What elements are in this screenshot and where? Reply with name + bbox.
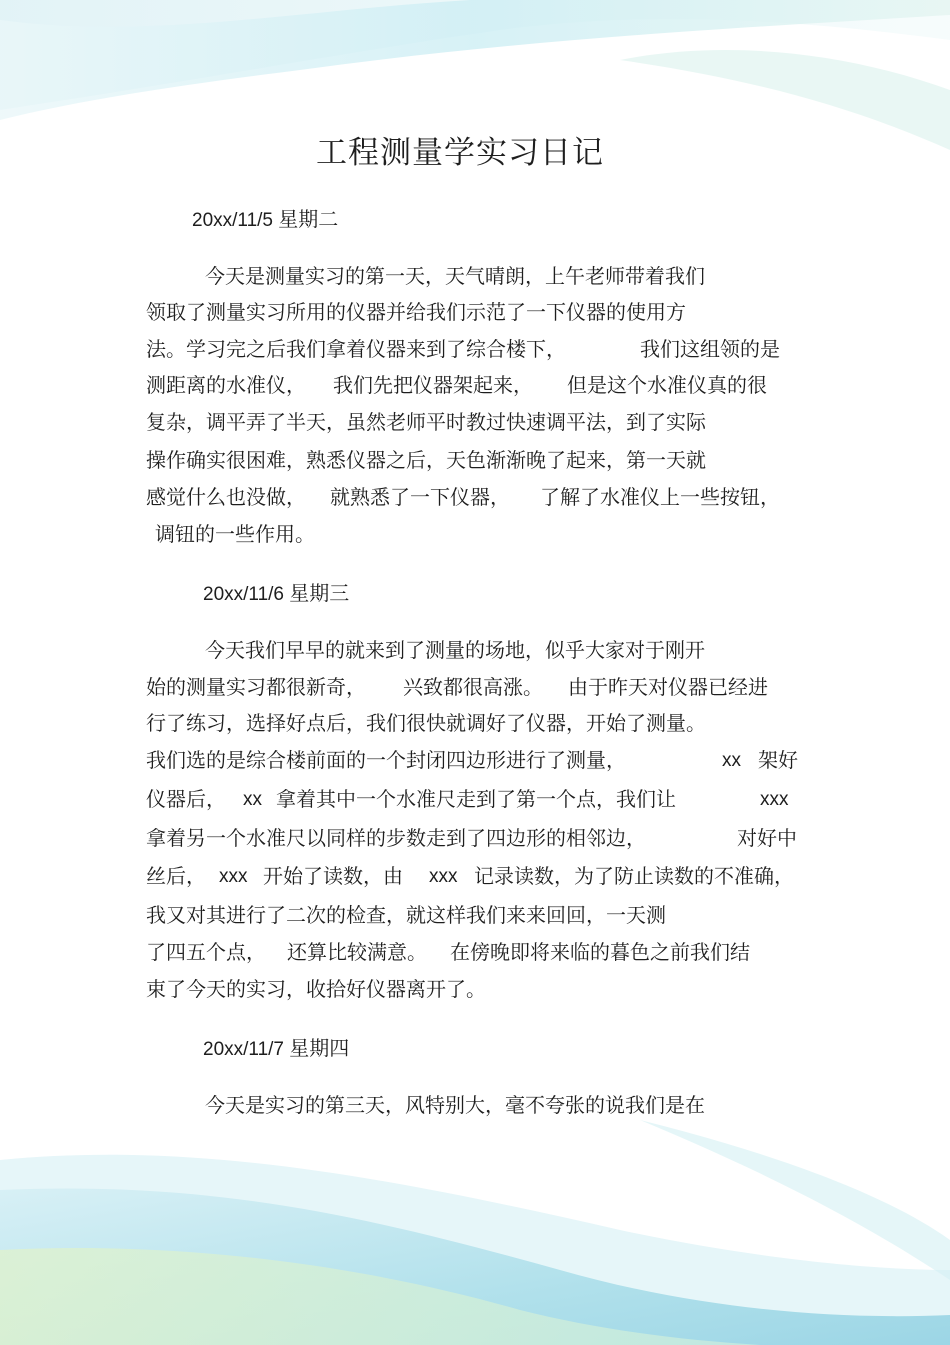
- paragraph-line: 操作确实很困难，熟悉仪器之后，天色渐渐晚了起来，第一天就: [146, 448, 706, 472]
- paragraph-line: 我们这组领的是: [640, 337, 780, 361]
- paragraph-line: 在傍晚即将来临的暮色之前我们结: [450, 940, 750, 964]
- paragraph-line: 我们先把仪器架起来，: [333, 373, 533, 397]
- entry-date-value: 20xx/11/6: [203, 584, 284, 605]
- paragraph-line: 兴致都很高涨。: [403, 675, 543, 699]
- document-title: 工程测量学实习日记: [316, 135, 604, 171]
- paragraph-line: 对好中: [737, 826, 797, 850]
- entry-weekday: 星期三: [289, 581, 350, 605]
- entry-date: [203, 580, 349, 608]
- paragraph-line: 拿着其中一个水准尺走到了第一个点，我们让: [276, 787, 676, 811]
- paragraph-line: 我们选的是综合楼前面的一个封闭四边形进行了测量，: [146, 748, 626, 772]
- paragraph-line: 由于昨天对仪器已经进: [568, 675, 768, 699]
- entry-date: [203, 1035, 349, 1063]
- entry-date-value: 20xx/11/5: [192, 210, 273, 231]
- paragraph-line: 但是这个水准仪真的很: [567, 373, 767, 397]
- paragraph-line: 行了练习，选择好点后，我们很快就调好了仪器，开始了测量。: [146, 711, 706, 735]
- paragraph-line: 复杂，调平弄了半天，虽然老师平时教过快速调平法，到了实际: [146, 410, 706, 434]
- paragraph-line: 拿着另一个水准尺以同样的步数走到了四边形的相邻边，: [146, 826, 646, 850]
- paragraph-line: xxx: [429, 866, 458, 887]
- paragraph-line: 仪器后，: [146, 787, 226, 811]
- paragraph-line: 了解了水准仪上一些按钮，: [540, 485, 780, 509]
- paragraph-line: 今天是测量实习的第一天，天气晴朗，上午老师带着我们: [205, 264, 705, 288]
- paragraph-line: 还算比较满意。: [287, 940, 427, 964]
- entry-weekday: 星期四: [289, 1036, 350, 1060]
- paragraph-line: 丝后，: [146, 864, 206, 888]
- paragraph-line: 今天是实习的第三天，风特别大，毫不夸张的说我们是在: [205, 1093, 705, 1117]
- paragraph-line: 法。学习完之后我们拿着仪器来到了综合楼下，: [146, 337, 566, 361]
- entry-date-value: 20xx/11/7: [203, 1039, 284, 1060]
- paragraph-line: 领取了测量实习所用的仪器并给我们示范了一下仪器的使用方: [146, 300, 686, 324]
- paragraph-line: 架好: [758, 748, 798, 772]
- paragraph-line: xxx: [219, 866, 248, 887]
- paragraph-line: 开始了读数，由: [263, 864, 403, 888]
- entry-weekday: 星期二: [278, 207, 339, 231]
- paragraph-line: 今天我们早早的就来到了测量的场地，似乎大家对于刚开: [205, 638, 705, 662]
- paragraph-line: 感觉什么也没做，: [146, 485, 306, 509]
- paragraph-line: xx: [722, 750, 741, 771]
- paragraph-line: 调钮的一些作用。: [155, 522, 315, 546]
- paragraph-line: 就熟悉了一下仪器，: [330, 485, 510, 509]
- paragraph-line: 束了今天的实习，收拾好仪器离开了。: [146, 977, 486, 1001]
- entry-date: [192, 206, 338, 234]
- paragraph-line: 我又对其进行了二次的检查，就这样我们来来回回，一天测: [146, 903, 666, 927]
- paragraph-line: xxx: [760, 789, 789, 810]
- decorative-wave-bottom: [0, 1120, 950, 1345]
- paragraph-line: 记录读数，为了防止读数的不准确，: [474, 864, 794, 888]
- paragraph-line: 测距离的水准仪，: [146, 373, 306, 397]
- paragraph-line: 了四五个点，: [146, 940, 266, 964]
- paragraph-line: xx: [243, 789, 262, 810]
- paragraph-line: 始的测量实习都很新奇，: [146, 675, 366, 699]
